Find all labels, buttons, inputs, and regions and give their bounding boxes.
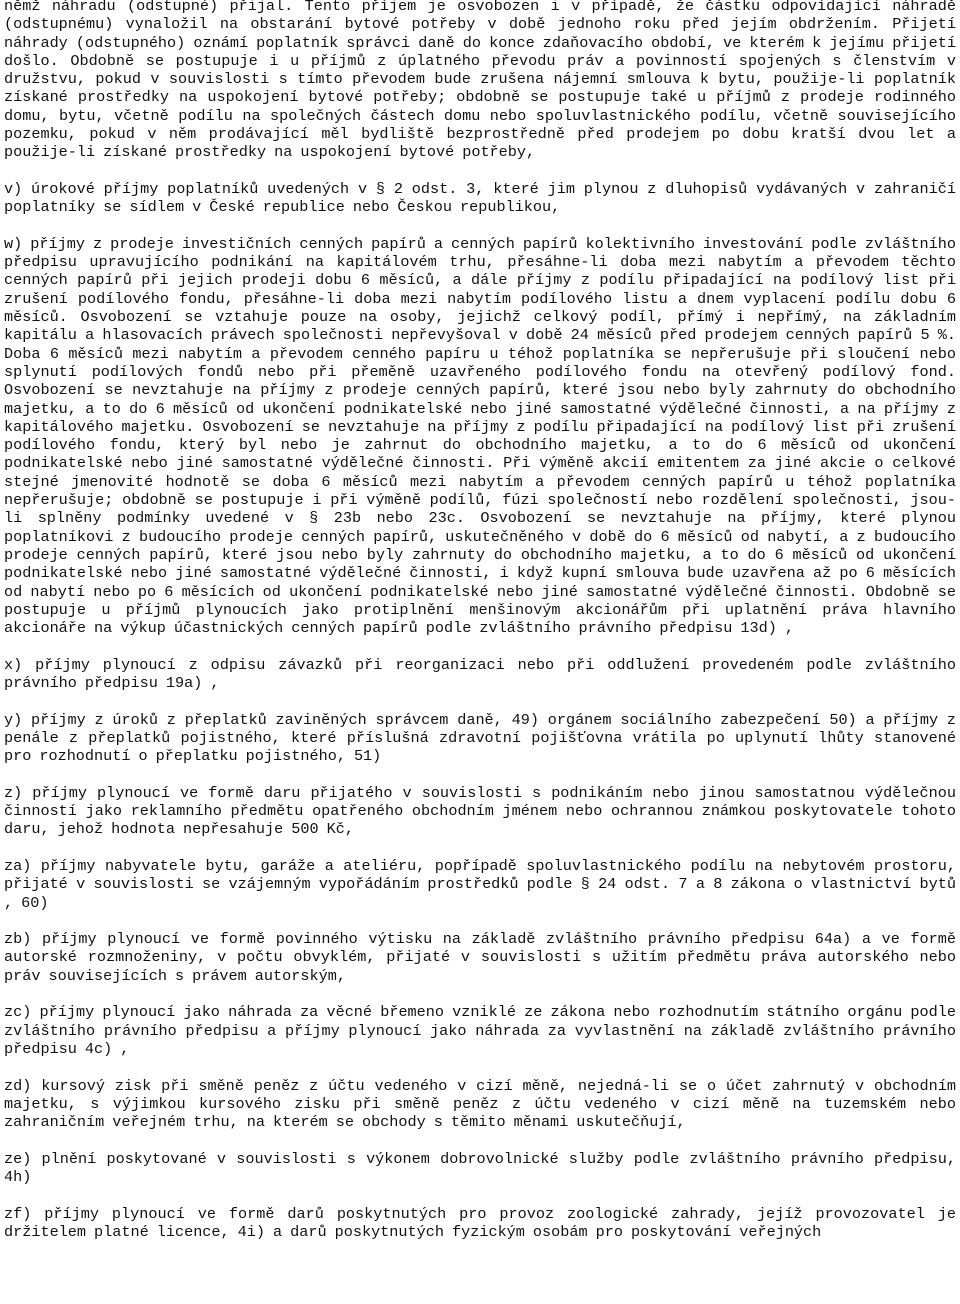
paragraph-gap [4,162,956,180]
paragraph-gap [4,912,956,930]
paragraph-gap [4,839,956,857]
document-page [4,0,956,1241]
paragraph-gap [4,692,956,710]
paragraph-gap [4,1186,956,1204]
paragraph-gap [4,985,956,1003]
paragraph-item-zb: zb) příjmy plynoucí ve formě povinného výtisku na základě zvláštního právního předpisu 64a) a ve formě autorské rozmnoženiny, v počtu obvyklém, přijaté v souvislosti s užitím předmětu práva autorského nebo práv souvisejících s právem autorským, [4,930,956,985]
paragraph-item-zc: zc) příjmy plynoucí jako náhrada za věcné břemeno vzniklé ze zákona nebo rozhodnutím státního orgánu podle zvláštního právního předpisu a příjmy plynoucí jako náhrada za vyvlastnění na základě zvláštního právního předpisu 4c) , [4,1003,956,1058]
paragraph-gap [4,1058,956,1076]
paragraph-gap [4,765,956,783]
paragraph-item-v: v) úrokové příjmy poplatníků uvedených v § 2 odst. 3, které jim plynou z dluhopisů vydávaných v zahraničí poplatníky se sídlem v České republice nebo Českou republikou, [4,179,956,217]
paragraph-item-zf: zf) příjmy plynoucí ve formě darů poskytnutých pro provoz zoologické zahrady, jejíž provozovatel je držitelem platné licence, 4i) a darů poskytnutých fyzickým osobám pro poskytování veřejných [4,1204,956,1241]
paragraph-item-za: za) příjmy nabyvatele bytu, garáže a ateliéru, popřípadě spoluvlastnického podílu na nebytovém prostoru, přijaté v souvislosti se vzájemným vypořádáním prostředků podle § 24 odst. 7 a 8 zákona o vlastnictví bytů , 60) [4,856,956,912]
paragraph-gap [4,217,956,235]
paragraph-item-ze: ze) plnění poskytované v souvislosti s výkonem dobrovolnické služby podle zvláštního právního předpisu, 4h) [4,1149,956,1186]
paragraph-item-y: y) příjmy z úroků z přeplatků zaviněných správcem daně, 49) orgánem sociálního zabezpečení 50) a příjmy z penále z přeplatků pojistného, které příslušná zdravotní pojišťovna vrátila po uplynutí lhůty stanovené pro rozhodnutí o přeplatku pojistného, 51) [4,710,956,766]
paragraph-item-w: w) příjmy z prodeje investičních cenných papírů a cenných papírů kolektivního investování podle zvláštního předpisu upravujícího podnikání na kapitálovém trhu, přesáhne-li doba mezi nabytím a převodem těchto cenných papírů při jejich prodeji dobu 6 měsíců, a dále příjmy z podílu připadající na podílový list při zrušení podílového fondu, přesáhne-li doba mezi nabytím podílového listu a dnem vyplacení podílu dobu 6 měsíců. Osvobození se vztahuje pouze na osoby, jejichž celkový podíl, přímý i nepřímý, na základním kapitálu a hlasovacích právech společnosti nepřevyšoval v době 24 měsíců před prodejem cenných papírů 5 %. Doba 6 měsíců mezi nabytím a převodem cenného papíru u téhož poplatníka se nepřerušuje při sloučení nebo splynutí podílových fondů nebo při přeměně uzavřeného podílového fondu na otevřený podílový fond. Osvobození se nevztahuje na příjmy z prodeje cenných papírů, které jsou nebo byly zahrnuty do obchodního majetku, a to do 6 měsíců od ukončení podnikatelské nebo jiné samostatné výdělečné činnosti, a na příjmy z kapitálového majetku. Osvobození se nevztahuje na příjmy z podílu připadající na podílový list při zrušení podílového fondu, který byl nebo je zahrnut do obchodního majetku, a to do 6 měsíců od ukončení podnikatelské nebo jiné samostatné výdělečné činnosti. Při výměně akcií emitentem za jiné akcie o celkové stejné jmenovité hodnotě se doba 6 měsíců mezi nabytím a převodem cenných papírů u téhož poplatníka nepřerušuje; obdobně se postupuje i při výměně podílů, fúzi společností nebo rozdělení společnosti, jsou-li splněny podmínky uvedené v § 23b nebo 23c. Osvobození se nevztahuje na příjmy, které plynou poplatníkovi z budoucího prodeje cenných papírů, uskutečněného v době do 6 měsíců od nabytí, a z budoucího prodeje cenných papírů, které jsou nebo byly zahrnuty do obchodního majetku, a to do 6 měsíců od ukončení podnikatelské nebo jiné samostatné výdělečné činnosti, i když kupní smlouva bude uzavřena až po 6 měsících od nabytí nebo po 6 měsících od ukončení podnikatelské nebo jiné samostatné výdělečné činnosti. Obdobně se postupuje u příjmů plynoucích jako protiplnění menšinovým akcionářům při uplatnění práva hlavního akcionáře na výkup účastnických cenných papírů podle zvláštního právního předpisu 13d) , [4,234,956,638]
paragraph-item-x: x) příjmy plynoucí z odpisu závazků při reorganizaci nebo při oddlužení provedeném podle zvláštního právního předpisu 19a) , [4,655,956,692]
paragraph-item-zd: zd) kursový zisk při směně peněz z účtu vedeného v cizí měně, nejedná-li se o účet zahrnutý v obchodním majetku, s výjimkou kursového zisku při směně peněz z účtu vedeného v cizí měně na tuzemském nebo zahraničním veřejném trhu, na kterém se obchody s těmito měnami uskutečňují, [4,1076,956,1132]
paragraph-gap [4,637,956,655]
paragraph-item-z: z) příjmy plynoucí ve formě daru přijatého v souvislosti s podnikáním nebo jinou samostatnou výdělečnou činností jako reklamního předmětu opatřeného obchodním jménem nebo ochrannou známkou poskytovatele tohoto daru, jehož hodnota nepřesahuje 500 Kč, [4,783,956,839]
paragraph-gap [4,1131,956,1149]
paragraph-continuation: němž náhradu (odstupné) přijal. Tento příjem je osvobozen i v případě, že částku odpovídající náhradě (odstupnému) vynaložil na obstarání bytové potřeby v době jednoho roku před jejím obdržením. Přijetí náhrady (odstupného) oznámí poplatník správci daně do konce zdaňovacího období, ve kterém k jejímu přijetí došlo. Obdobně se postupuje i u příjmů z úplatného převodu práv a povinností spojených s členstvím v družstvu, pokud v souvislosti s tímto převodem bude zrušena nájemní smlouva k bytu, použije-li poplatník získané prostředky na uspokojení bytové potřeby; obdobně se postupuje také u příjmů z prodeje rodinného domu, bytu, včetně podílu na společných částech domu nebo spoluvlastnického podílu, včetně souvisejícího pozemku, pokud v něm prodávající měl bydliště bezprostředně před prodejem po dobu kratší dvou let a použije-li získané prostředky na uspokojení bytové potřeby, [4,0,956,162]
